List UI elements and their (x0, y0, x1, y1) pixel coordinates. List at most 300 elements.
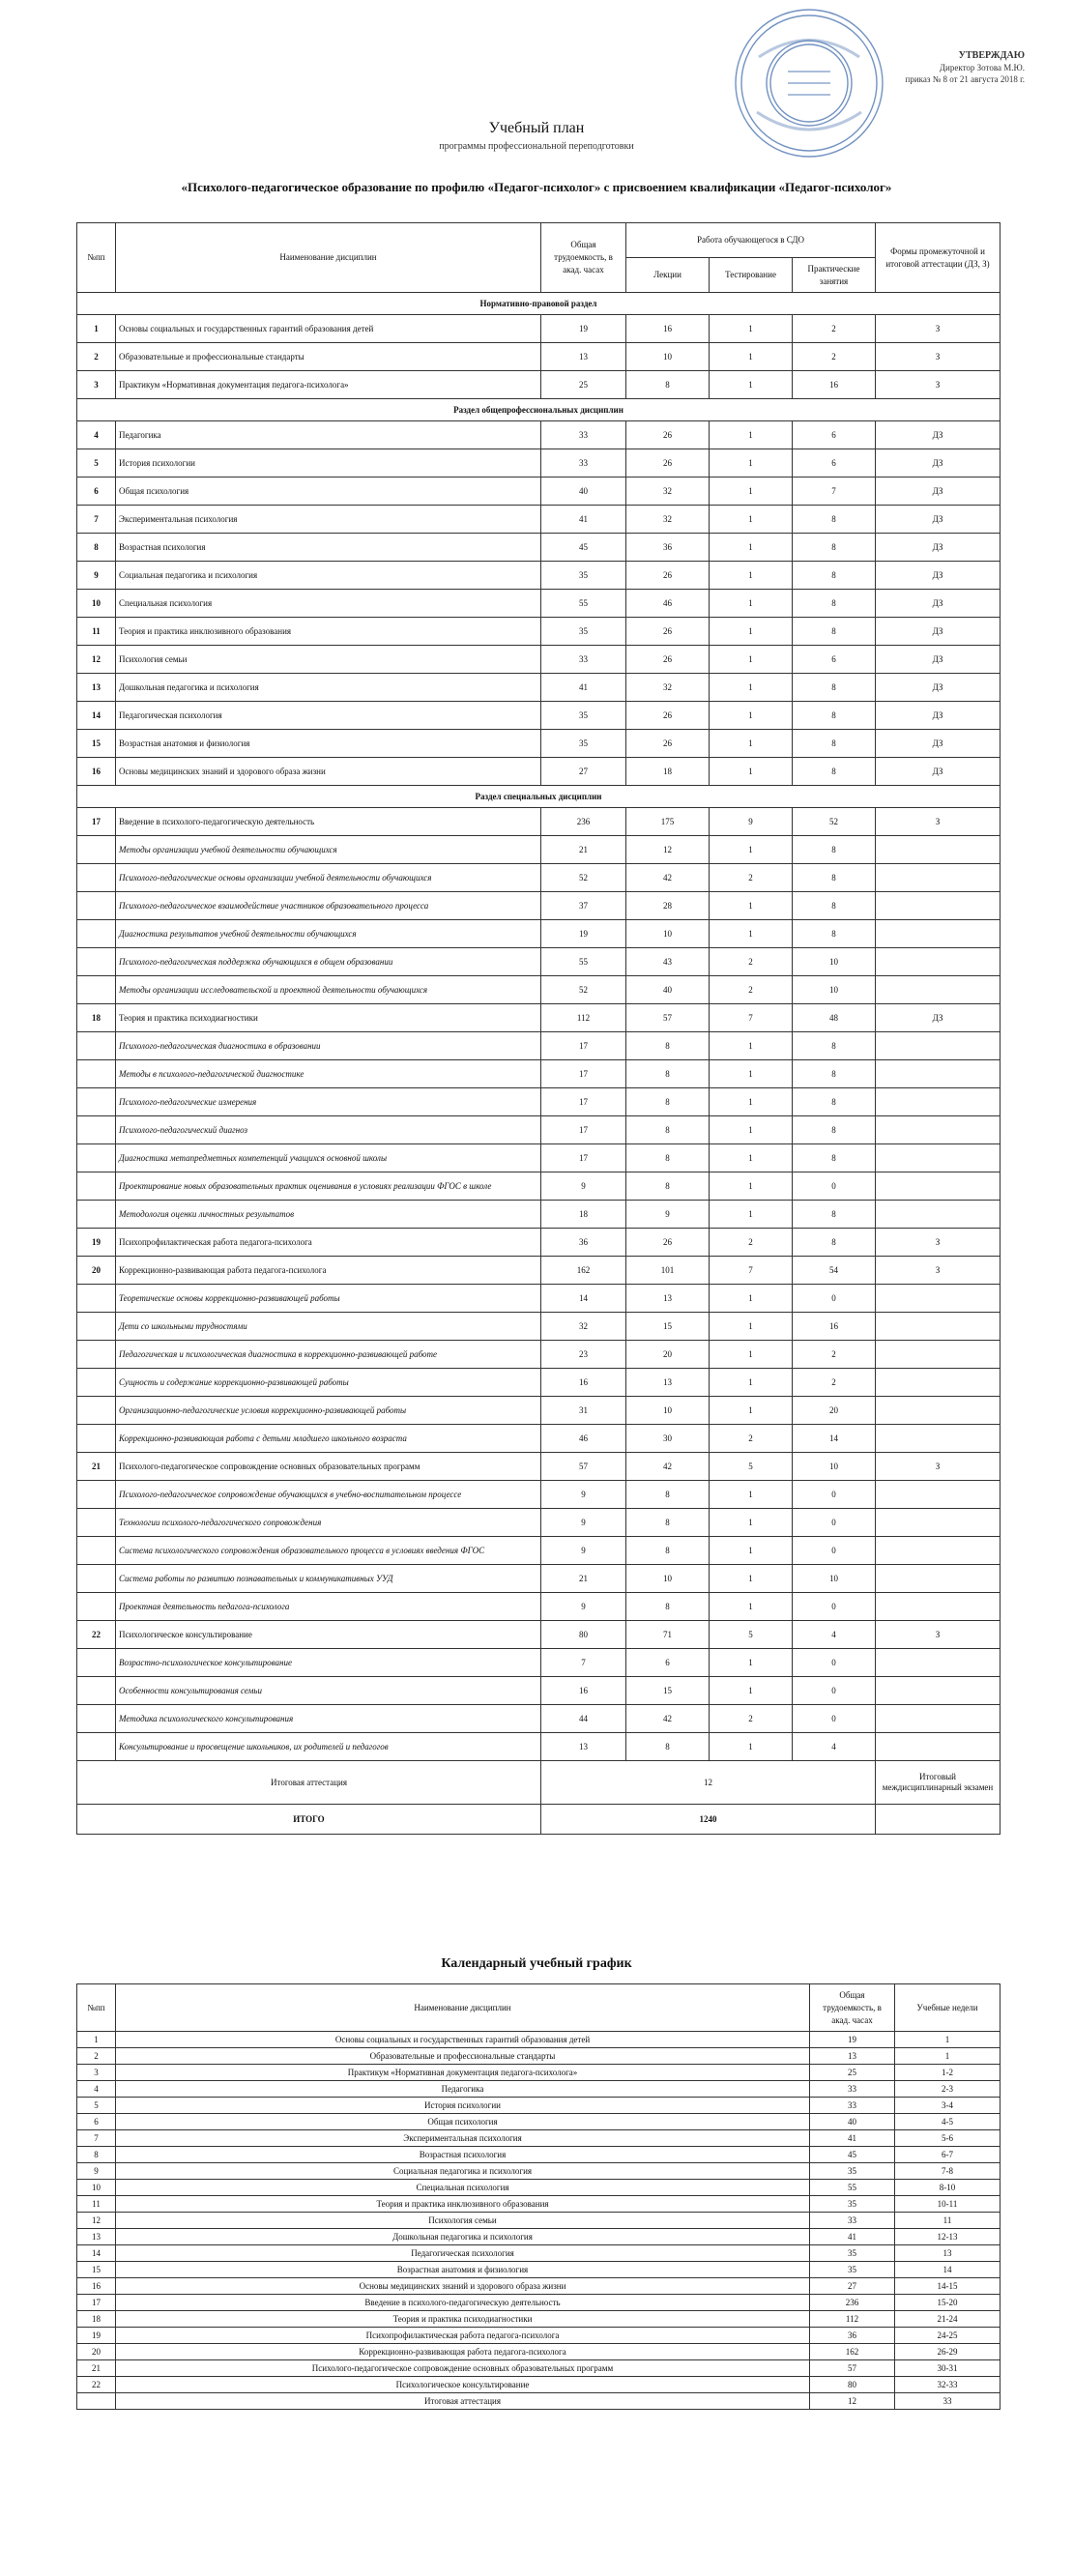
row-name: Коррекционно-развивающая работа с детьми младшего школьного возраста (116, 1425, 541, 1453)
row-testing: 1 (710, 562, 793, 590)
row-number (77, 1565, 116, 1593)
calendar-row (77, 2311, 1000, 2328)
discipline-row (77, 562, 1000, 590)
calendar-row (77, 2229, 1000, 2245)
attestation-form: Итоговый междисциплинарный экзамен (876, 1761, 1000, 1805)
row-number (77, 1032, 116, 1060)
row-total: 17 (541, 1032, 626, 1060)
row-name: Педагогика (116, 421, 541, 449)
row-form (876, 1537, 1000, 1565)
row-name: Основы социальных и государственных гарантий образования детей (116, 315, 541, 343)
cal-row-name: Практикум «Нормативная документация педагога-психолога» (116, 2065, 810, 2081)
cal-row-number: 4 (77, 2081, 116, 2098)
row-testing: 5 (710, 1453, 793, 1481)
row-form (876, 864, 1000, 892)
row-form: ДЗ (876, 562, 1000, 590)
cal-row-name: Педагогическая психология (116, 2245, 810, 2262)
row-total: 57 (541, 1453, 626, 1481)
col-forms-header: Формы промежуточной и итоговой аттестации (ДЗ, З) (876, 223, 1000, 293)
row-name: Специальная психология (116, 590, 541, 618)
calendar-row (77, 2081, 1000, 2098)
cal-row-name: Социальная педагогика и психология (116, 2163, 810, 2180)
row-number: 8 (77, 534, 116, 562)
row-number (77, 1649, 116, 1677)
row-total: 35 (541, 730, 626, 758)
row-name: Психолого-педагогическая поддержка обучающихся в общем образовании (116, 948, 541, 976)
row-name: Введение в психолого-педагогическую деятельность (116, 808, 541, 836)
row-form: ДЗ (876, 702, 1000, 730)
row-total: 35 (541, 618, 626, 646)
row-number (77, 1369, 116, 1397)
subdiscipline-row (77, 1032, 1000, 1060)
row-total: 32 (541, 1313, 626, 1341)
row-form: ДЗ (876, 1004, 1000, 1032)
row-name: Система работы по развитию познавательных и коммуникативных УУД (116, 1565, 541, 1593)
row-number: 10 (77, 590, 116, 618)
row-lectures: 101 (626, 1257, 710, 1285)
row-name: Практикум «Нормативная документация педагога-психолога» (116, 371, 541, 399)
row-lectures: 40 (626, 976, 710, 1004)
row-number (77, 1341, 116, 1369)
cal-row-total: 13 (810, 2048, 895, 2065)
row-lectures: 71 (626, 1621, 710, 1649)
row-name: Диагностика метапредметных компетенций учащихся основной школы (116, 1144, 541, 1172)
row-lectures: 26 (626, 421, 710, 449)
row-form (876, 892, 1000, 920)
subdiscipline-row (77, 1481, 1000, 1509)
row-form: З (876, 371, 1000, 399)
calendar-row (77, 2130, 1000, 2147)
discipline-row (77, 371, 1000, 399)
row-form (876, 1705, 1000, 1733)
calendar-row (77, 2213, 1000, 2229)
cal-row-name: Специальная психология (116, 2180, 810, 2196)
row-practice: 8 (793, 1032, 876, 1060)
cal-row-number: 22 (77, 2377, 116, 2393)
row-lectures: 8 (626, 1733, 710, 1761)
row-practice: 8 (793, 1088, 876, 1116)
row-practice: 8 (793, 836, 876, 864)
row-name: Психолого-педагогическое сопровождение основных образовательных программ (116, 1453, 541, 1481)
row-form: З (876, 315, 1000, 343)
row-total: 55 (541, 590, 626, 618)
cal-row-number: 11 (77, 2196, 116, 2213)
row-name: Проектная деятельность педагога-психолога (116, 1593, 541, 1621)
cal-row-total: 33 (810, 2081, 895, 2098)
cal-row-number: 2 (77, 2048, 116, 2065)
row-number: 17 (77, 808, 116, 836)
row-total: 23 (541, 1341, 626, 1369)
row-practice: 8 (793, 892, 876, 920)
row-number (77, 1537, 116, 1565)
total-hours: 1240 (541, 1805, 876, 1835)
row-name: Психологическое консультирование (116, 1621, 541, 1649)
row-total: 52 (541, 976, 626, 1004)
row-lectures: 43 (626, 948, 710, 976)
calendar-row (77, 2262, 1000, 2278)
row-testing: 1 (710, 1565, 793, 1593)
row-form: ДЗ (876, 534, 1000, 562)
row-total: 31 (541, 1397, 626, 1425)
cal-row-total: 112 (810, 2311, 895, 2328)
discipline-row (77, 534, 1000, 562)
row-testing: 1 (710, 478, 793, 506)
cal-row-weeks: 5-6 (895, 2130, 1000, 2147)
cal-row-number: 9 (77, 2163, 116, 2180)
subdiscipline-row (77, 836, 1000, 864)
row-total: 9 (541, 1537, 626, 1565)
calendar-row (77, 2048, 1000, 2065)
row-number (77, 1144, 116, 1172)
row-form (876, 1509, 1000, 1537)
cal-row-number: 5 (77, 2098, 116, 2114)
row-lectures: 6 (626, 1649, 710, 1677)
document-subtitle: программы профессиональной переподготовки (439, 141, 634, 152)
attestation-row (77, 1761, 1000, 1805)
approval-block (831, 50, 1025, 85)
row-lectures: 42 (626, 1453, 710, 1481)
row-total: 40 (541, 478, 626, 506)
row-form (876, 1649, 1000, 1677)
row-total: 41 (541, 506, 626, 534)
row-name: Экспериментальная психология (116, 506, 541, 534)
row-testing: 1 (710, 836, 793, 864)
row-lectures: 10 (626, 920, 710, 948)
subdiscipline-row (77, 1144, 1000, 1172)
cal-row-weeks: 21-24 (895, 2311, 1000, 2328)
row-testing: 1 (710, 1144, 793, 1172)
cal-row-weeks: 13 (895, 2245, 1000, 2262)
cal-row-weeks: 12-13 (895, 2229, 1000, 2245)
row-name: Педагогическая и психологическая диагностика в коррекционно-развивающей работе (116, 1341, 541, 1369)
row-lectures: 36 (626, 534, 710, 562)
cal-row-total: 35 (810, 2262, 895, 2278)
row-lectures: 26 (626, 1229, 710, 1257)
row-number: 19 (77, 1229, 116, 1257)
row-total: 35 (541, 702, 626, 730)
row-number (77, 1172, 116, 1201)
discipline-row (77, 758, 1000, 786)
row-practice: 10 (793, 976, 876, 1004)
row-lectures: 20 (626, 1341, 710, 1369)
row-total: 9 (541, 1509, 626, 1537)
row-total: 45 (541, 534, 626, 562)
row-total: 9 (541, 1481, 626, 1509)
row-practice: 8 (793, 618, 876, 646)
cal-row-number: 14 (77, 2245, 116, 2262)
row-total: 112 (541, 1004, 626, 1032)
row-lectures: 12 (626, 836, 710, 864)
cal-row-name: Образовательные и профессиональные стандарты (116, 2048, 810, 2065)
row-testing: 1 (710, 1481, 793, 1509)
row-form (876, 1313, 1000, 1341)
row-testing: 1 (710, 1341, 793, 1369)
subdiscipline-row (77, 1425, 1000, 1453)
row-lectures: 8 (626, 1116, 710, 1144)
row-number: 16 (77, 758, 116, 786)
cal-row-weeks: 1 (895, 2048, 1000, 2065)
row-lectures: 26 (626, 449, 710, 478)
row-name: Психолого-педагогические измерения (116, 1088, 541, 1116)
row-testing: 1 (710, 892, 793, 920)
cal-row-total: 25 (810, 2065, 895, 2081)
row-number: 7 (77, 506, 116, 534)
cal-row-number: 18 (77, 2311, 116, 2328)
row-form (876, 1369, 1000, 1397)
row-total: 44 (541, 1705, 626, 1733)
row-form (876, 1481, 1000, 1509)
row-testing: 2 (710, 864, 793, 892)
row-testing: 1 (710, 1088, 793, 1116)
row-number: 15 (77, 730, 116, 758)
row-lectures: 18 (626, 758, 710, 786)
cal-row-name: Возрастная психология (116, 2147, 810, 2163)
cal-num-header: №пп (77, 1984, 116, 2032)
discipline-row (77, 421, 1000, 449)
row-lectures: 10 (626, 1565, 710, 1593)
row-name: Возрастная анатомия и физиология (116, 730, 541, 758)
row-name: Методика психологического консультирования (116, 1705, 541, 1733)
cal-row-total: 40 (810, 2114, 895, 2130)
calendar-row (77, 2032, 1000, 2048)
row-form (876, 1032, 1000, 1060)
discipline-row (77, 1257, 1000, 1285)
row-lectures: 28 (626, 892, 710, 920)
subdiscipline-row (77, 1285, 1000, 1313)
row-testing: 1 (710, 758, 793, 786)
subdiscipline-row (77, 1060, 1000, 1088)
row-form (876, 1201, 1000, 1229)
row-lectures: 8 (626, 1060, 710, 1088)
approval-director: Директор Зотова М.Ю. (939, 63, 1025, 72)
cal-row-weeks: 10-11 (895, 2196, 1000, 2213)
col-lectures-header: Лекции (626, 258, 710, 293)
row-practice: 54 (793, 1257, 876, 1285)
row-practice: 14 (793, 1425, 876, 1453)
cal-row-number: 10 (77, 2180, 116, 2196)
row-practice: 2 (793, 1369, 876, 1397)
subdiscipline-row (77, 1369, 1000, 1397)
cal-row-total: 33 (810, 2213, 895, 2229)
cal-row-total: 36 (810, 2328, 895, 2344)
row-total: 21 (541, 1565, 626, 1593)
row-name: Методология оценки личностных результатов (116, 1201, 541, 1229)
row-testing: 1 (710, 1537, 793, 1565)
row-number: 1 (77, 315, 116, 343)
row-number: 18 (77, 1004, 116, 1032)
cal-row-number: 20 (77, 2344, 116, 2360)
discipline-row (77, 674, 1000, 702)
row-form: ДЗ (876, 758, 1000, 786)
cal-row-number: 12 (77, 2213, 116, 2229)
row-testing: 9 (710, 808, 793, 836)
row-practice: 0 (793, 1649, 876, 1677)
row-lectures: 46 (626, 590, 710, 618)
row-name: Педагогическая психология (116, 702, 541, 730)
subdiscipline-row (77, 1537, 1000, 1565)
row-total: 33 (541, 449, 626, 478)
subdiscipline-row (77, 976, 1000, 1004)
row-lectures: 16 (626, 315, 710, 343)
row-total: 55 (541, 948, 626, 976)
row-lectures: 8 (626, 1593, 710, 1621)
row-name: Психолого-педагогические основы организации учебной деятельности обучающихся (116, 864, 541, 892)
col-num-header: №пп (77, 223, 116, 293)
row-form (876, 1060, 1000, 1088)
row-lectures: 26 (626, 730, 710, 758)
row-name: Психопрофилактическая работа педагога-психолога (116, 1229, 541, 1257)
calendar-row (77, 2360, 1000, 2377)
discipline-row (77, 506, 1000, 534)
row-total: 13 (541, 343, 626, 371)
row-total: 33 (541, 646, 626, 674)
row-practice: 0 (793, 1705, 876, 1733)
row-lectures: 26 (626, 646, 710, 674)
row-lectures: 42 (626, 1705, 710, 1733)
subdiscipline-row (77, 1313, 1000, 1341)
row-lectures: 8 (626, 1481, 710, 1509)
discipline-row (77, 646, 1000, 674)
row-testing: 1 (710, 449, 793, 478)
row-name: Основы медицинских знаний и здорового образа жизни (116, 758, 541, 786)
discipline-row (77, 702, 1000, 730)
subdiscipline-row (77, 1649, 1000, 1677)
col-total-header: Общая трудоемкость, в акад. часах (541, 223, 626, 293)
row-lectures: 30 (626, 1425, 710, 1453)
cal-row-number: 17 (77, 2295, 116, 2311)
cal-row-total: 41 (810, 2130, 895, 2147)
subdiscipline-row (77, 1565, 1000, 1593)
col-name-header: Наименование дисциплин (116, 223, 541, 293)
row-lectures: 15 (626, 1677, 710, 1705)
row-practice: 6 (793, 449, 876, 478)
row-name: Коррекционно-развивающая работа педагога-психолога (116, 1257, 541, 1285)
cal-row-name: Психологическое консультирование (116, 2377, 810, 2393)
subdiscipline-row (77, 1509, 1000, 1537)
cal-row-weeks: 15-20 (895, 2295, 1000, 2311)
row-practice: 2 (793, 315, 876, 343)
discipline-row (77, 449, 1000, 478)
row-name: Дошкольная педагогика и психология (116, 674, 541, 702)
row-practice: 6 (793, 646, 876, 674)
row-number (77, 1509, 116, 1537)
row-form (876, 1593, 1000, 1621)
row-testing: 1 (710, 534, 793, 562)
row-number: 20 (77, 1257, 116, 1285)
row-testing: 1 (710, 702, 793, 730)
row-practice: 8 (793, 534, 876, 562)
cal-row-number: 3 (77, 2065, 116, 2081)
row-testing: 1 (710, 618, 793, 646)
discipline-row (77, 590, 1000, 618)
row-practice: 8 (793, 920, 876, 948)
row-form (876, 1733, 1000, 1761)
row-testing: 1 (710, 674, 793, 702)
section-row (77, 399, 1000, 421)
cal-row-number: 16 (77, 2278, 116, 2295)
row-total: 35 (541, 562, 626, 590)
row-form: ДЗ (876, 478, 1000, 506)
cal-row-total: 236 (810, 2295, 895, 2311)
discipline-row (77, 730, 1000, 758)
row-name: Особенности консультирования семьи (116, 1677, 541, 1705)
row-number (77, 1313, 116, 1341)
row-name: Дети со школьными трудностями (116, 1313, 541, 1341)
row-name: Система психологического сопровождения образовательного процесса в условиях введения ФГОС (116, 1537, 541, 1565)
cal-row-weeks: 6-7 (895, 2147, 1000, 2163)
row-name: Теория и практика инклюзивного образования (116, 618, 541, 646)
cal-row-name: Основы медицинских знаний и здорового образа жизни (116, 2278, 810, 2295)
row-total: 13 (541, 1733, 626, 1761)
calendar-row (77, 2278, 1000, 2295)
row-testing: 1 (710, 506, 793, 534)
col-group-header: Работа обучающегося в СДО (626, 223, 876, 258)
row-number: 2 (77, 343, 116, 371)
cal-row-weeks: 2-3 (895, 2081, 1000, 2098)
subdiscipline-row (77, 948, 1000, 976)
row-practice: 48 (793, 1004, 876, 1032)
row-form (876, 948, 1000, 976)
calendar-row (77, 2295, 1000, 2311)
row-form: ДЗ (876, 449, 1000, 478)
cal-row-total: 45 (810, 2147, 895, 2163)
row-testing: 1 (710, 1032, 793, 1060)
row-form (876, 1565, 1000, 1593)
row-practice: 16 (793, 1313, 876, 1341)
row-form: ДЗ (876, 730, 1000, 758)
row-practice: 8 (793, 864, 876, 892)
row-practice: 0 (793, 1481, 876, 1509)
row-form (876, 1172, 1000, 1201)
row-practice: 20 (793, 1397, 876, 1425)
discipline-row (77, 315, 1000, 343)
row-form: ДЗ (876, 590, 1000, 618)
row-total: 19 (541, 315, 626, 343)
row-name: Диагностика результатов учебной деятельности обучающихся (116, 920, 541, 948)
row-lectures: 8 (626, 1088, 710, 1116)
cal-row-total: 35 (810, 2245, 895, 2262)
subdiscipline-row (77, 1733, 1000, 1761)
row-number (77, 1481, 116, 1509)
row-total: 36 (541, 1229, 626, 1257)
cal-row-weeks: 33 (895, 2393, 1000, 2410)
cal-weeks-header: Учебные недели (895, 1984, 1000, 2032)
row-number: 3 (77, 371, 116, 399)
row-name: Возрастно-психологическое консультирование (116, 1649, 541, 1677)
row-practice: 0 (793, 1537, 876, 1565)
row-number (77, 1088, 116, 1116)
row-lectures: 42 (626, 864, 710, 892)
row-practice: 2 (793, 343, 876, 371)
row-number (77, 920, 116, 948)
row-testing: 1 (710, 1116, 793, 1144)
row-practice: 10 (793, 1565, 876, 1593)
row-name: Консультирование и просвещение школьников, их родителей и педагогов (116, 1733, 541, 1761)
row-testing: 1 (710, 343, 793, 371)
attestation-hours: 12 (541, 1761, 876, 1805)
row-practice: 16 (793, 371, 876, 399)
total-empty (876, 1805, 1000, 1835)
cal-row-weeks: 4-5 (895, 2114, 1000, 2130)
discipline-row (77, 808, 1000, 836)
calendar-row (77, 2180, 1000, 2196)
row-number: 9 (77, 562, 116, 590)
row-number (77, 836, 116, 864)
row-testing: 1 (710, 1285, 793, 1313)
row-total: 16 (541, 1369, 626, 1397)
row-total: 17 (541, 1144, 626, 1172)
row-form (876, 920, 1000, 948)
